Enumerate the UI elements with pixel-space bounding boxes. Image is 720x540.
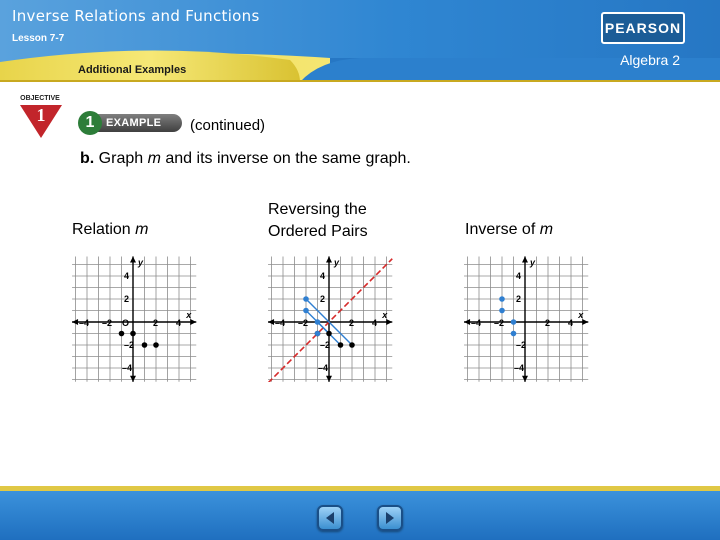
y-axis-label: y xyxy=(138,257,144,268)
objective-number: 1 xyxy=(36,105,46,125)
relation-point xyxy=(349,342,355,348)
part-label: b. xyxy=(80,150,95,167)
y-axis-label: y xyxy=(530,257,536,268)
tick-label-y-neg4: –4 xyxy=(318,363,329,373)
tick-label-y-neg4: –4 xyxy=(122,363,133,373)
relation-point xyxy=(338,342,344,348)
problem-statement xyxy=(80,150,411,168)
section-label: Additional Examples xyxy=(78,64,187,76)
origin-label: O xyxy=(122,318,130,328)
relation-point xyxy=(326,331,332,337)
tick-label-x-4: 4 xyxy=(372,318,378,328)
relation-point xyxy=(119,331,125,337)
example-number: 1 xyxy=(78,111,102,135)
footer-bar xyxy=(0,486,720,540)
inverse-point xyxy=(315,331,321,337)
inverse-point xyxy=(499,296,505,302)
inverse-point xyxy=(511,319,517,325)
tick-label-x-neg2: –2 xyxy=(102,318,113,328)
y-axis-arrow-up xyxy=(326,256,332,262)
tick-label-y-4: 4 xyxy=(320,271,326,281)
graph-reversing-svg xyxy=(266,244,402,382)
lesson-number: Lesson 7-7 xyxy=(12,33,65,44)
previous-slide-button[interactable] xyxy=(317,505,343,531)
tick-label-y-2: 2 xyxy=(124,294,130,304)
tick-label-y-neg4: –4 xyxy=(514,363,525,373)
next-slide-button[interactable] xyxy=(377,505,403,531)
y-axis-label: y xyxy=(334,257,340,268)
tick-label-y-2: 2 xyxy=(516,294,522,304)
course-name: Algebra 2 xyxy=(620,52,680,68)
prompt-text-start: Graph xyxy=(98,150,148,167)
inverse-point xyxy=(499,308,505,314)
graph-relation xyxy=(70,244,206,382)
tick-label-x-neg4: –4 xyxy=(275,318,286,328)
relation-title-var: m xyxy=(135,221,149,238)
tick-label-x-2: 2 xyxy=(153,318,159,328)
x-axis-label: x xyxy=(186,310,192,320)
example-label: EXAMPLE xyxy=(106,117,162,129)
graph-inverse xyxy=(462,244,598,382)
relation-title-text: Relation xyxy=(72,221,136,238)
inverse-point xyxy=(511,331,517,337)
reversing-title-line2: Ordered Pairs xyxy=(268,223,368,240)
reversing-title xyxy=(268,199,368,243)
inverse-title-var: m xyxy=(539,221,554,238)
inverse-point xyxy=(303,296,309,302)
x-axis-arrow-left xyxy=(72,319,78,325)
y-axis-arrow-down xyxy=(130,376,136,382)
triangle-right-icon xyxy=(383,511,397,525)
tick-label-x-2: 2 xyxy=(349,318,355,328)
tick-label-y-4: 4 xyxy=(124,271,130,281)
tick-label-y-neg2: –2 xyxy=(320,340,331,350)
tick-label-x-neg2: –2 xyxy=(494,318,505,328)
relation-point xyxy=(153,342,159,348)
continued-note: (continued) xyxy=(190,117,266,134)
tick-label-y-neg2: –2 xyxy=(516,340,527,350)
graph-reversing xyxy=(266,244,402,382)
tick-label-x-neg4: –4 xyxy=(471,318,482,328)
relation-point xyxy=(130,331,136,337)
objective-badge xyxy=(14,95,70,140)
tick-label-y-4: 4 xyxy=(516,271,522,281)
relation-point xyxy=(142,342,148,348)
triangle-left-icon xyxy=(323,511,337,525)
tick-label-x-neg2: –2 xyxy=(298,318,309,328)
x-axis-label: x xyxy=(578,310,584,320)
tick-label-y-2: 2 xyxy=(320,294,326,304)
y-axis-arrow-down xyxy=(326,376,332,382)
slide-header xyxy=(0,0,720,82)
inverse-title-text: Inverse of xyxy=(465,221,540,238)
prompt-variable: m xyxy=(147,150,161,167)
inverse-point xyxy=(303,308,309,314)
tick-label-x-4: 4 xyxy=(568,318,574,328)
objective-label: OBJECTIVE xyxy=(20,95,60,102)
publisher-logo: PEARSON xyxy=(601,12,685,44)
inverse-point xyxy=(315,319,321,325)
example-badge xyxy=(78,111,182,135)
inverse-title xyxy=(465,221,553,239)
graph-relation-svg xyxy=(70,244,206,382)
relation-title xyxy=(72,221,148,239)
graph-inverse-svg xyxy=(462,244,598,382)
y-axis-arrow-down xyxy=(522,376,528,382)
tick-label-y-neg2: –2 xyxy=(124,340,135,350)
reversing-title-line1: Reversing the xyxy=(268,201,367,218)
tick-label-x-2: 2 xyxy=(545,318,551,328)
x-axis-arrow-left xyxy=(464,319,470,325)
lesson-title: Inverse Relations and Functions xyxy=(12,7,260,25)
y-axis-arrow-up xyxy=(130,256,136,262)
tick-label-x-4: 4 xyxy=(176,318,182,328)
x-axis-label: x xyxy=(382,310,388,320)
y-axis-arrow-up xyxy=(522,256,528,262)
prompt-text-end: and its inverse on the same graph. xyxy=(160,150,411,167)
x-axis-arrow-left xyxy=(268,319,274,325)
tick-label-x-neg4: –4 xyxy=(79,318,90,328)
